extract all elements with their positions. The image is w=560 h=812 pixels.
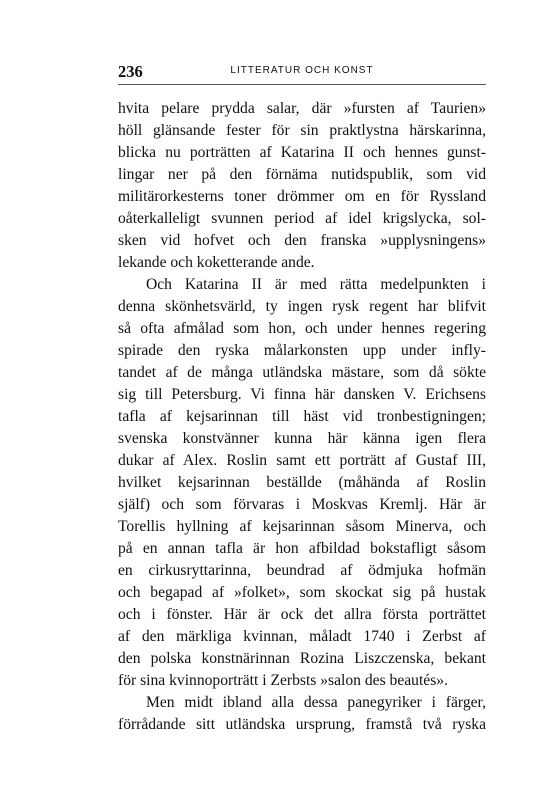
paragraph-start-line: Och Katarina II är med rätta medelpunkten i	[146, 276, 486, 294]
text-line: svenska konstvänner kunna här känna igen flera	[118, 430, 486, 448]
text-line: af den märkliga kvinnan, måladt 1740 i Zerbst af	[118, 628, 486, 646]
header-rule	[118, 84, 486, 85]
page-header	[118, 62, 486, 82]
text-line: höll glänsande fester för sin praktlystna härskarinna,	[118, 122, 486, 140]
text-line: på en annan tafla är hon afbildad bokstafligt såsom	[118, 540, 486, 558]
text-line: sig till Petersburg. Vi finna här dansken V. Erichsens	[118, 386, 486, 404]
text-line: blicka nu porträtten af Katarina II och hennes gunst-	[118, 144, 486, 162]
text-line: denna skönhetsvärld, ty ingen rysk regent har blifvit	[118, 298, 486, 316]
text-line: dukar af Alex. Roslin samt ett porträtt af Gustaf III,	[118, 452, 486, 470]
text-line: lekande och koketterande ande.	[118, 254, 315, 272]
text-line: förrådande sitt utländska ursprung, framstå två ryska	[118, 716, 486, 734]
text-line: och i fönster. Här är ock det allra första porträttet	[118, 606, 486, 624]
text-line: spirade den ryska målarkonsten upp under infly-	[118, 342, 486, 360]
text-line: hvilket kejsarinnan beställde (måhända af Roslin	[118, 474, 486, 492]
running-title: LITTERATUR OCH KONST	[230, 65, 374, 76]
text-line: själf) och som förvaras i Moskvas Kremlj. Här är	[118, 496, 486, 514]
body-text	[118, 98, 486, 736]
text-line: en cirkusryttarinna, beundrad af ödmjuka hofmän	[118, 562, 486, 580]
text-line: tandet af de många utländska mästare, som då sökte	[118, 364, 486, 382]
text-line: lingar ner på den förnäma nutidspublik, som vid	[118, 166, 486, 184]
text-line: sken vid hofvet och den franska »upplysningens»	[118, 232, 486, 250]
text-line: och begapad af »folket», som skockat sig på hustak	[118, 584, 486, 602]
text-line: så ofta afmålad som hon, och under hennes regering	[118, 320, 486, 338]
text-line: hvita pelare prydda salar, där »fursten af Taurien»	[118, 100, 486, 117]
text-line: tafla af kejsarinnan till häst vid tronbestigningen;	[118, 408, 486, 426]
text-line: militärorkesterns toner drömmer om en för Ryssland	[118, 188, 486, 206]
paragraph-start-line: Men midt ibland alla dessa panegyriker i färger,	[146, 694, 486, 712]
page-number: 236	[118, 62, 143, 81]
text-line: den polska konstnärinnan Rozina Liszczenska, bekant	[118, 650, 486, 668]
text-line: Torellis hyllning af kejsarinnan såsom Minerva, och	[118, 518, 486, 536]
text-line: oåterkalleligt svunnen period af idel krigslycka, sol-	[118, 210, 486, 228]
text-line: för sina kvinnoporträtt i Zerbsts »salon des beautés».	[118, 672, 448, 690]
